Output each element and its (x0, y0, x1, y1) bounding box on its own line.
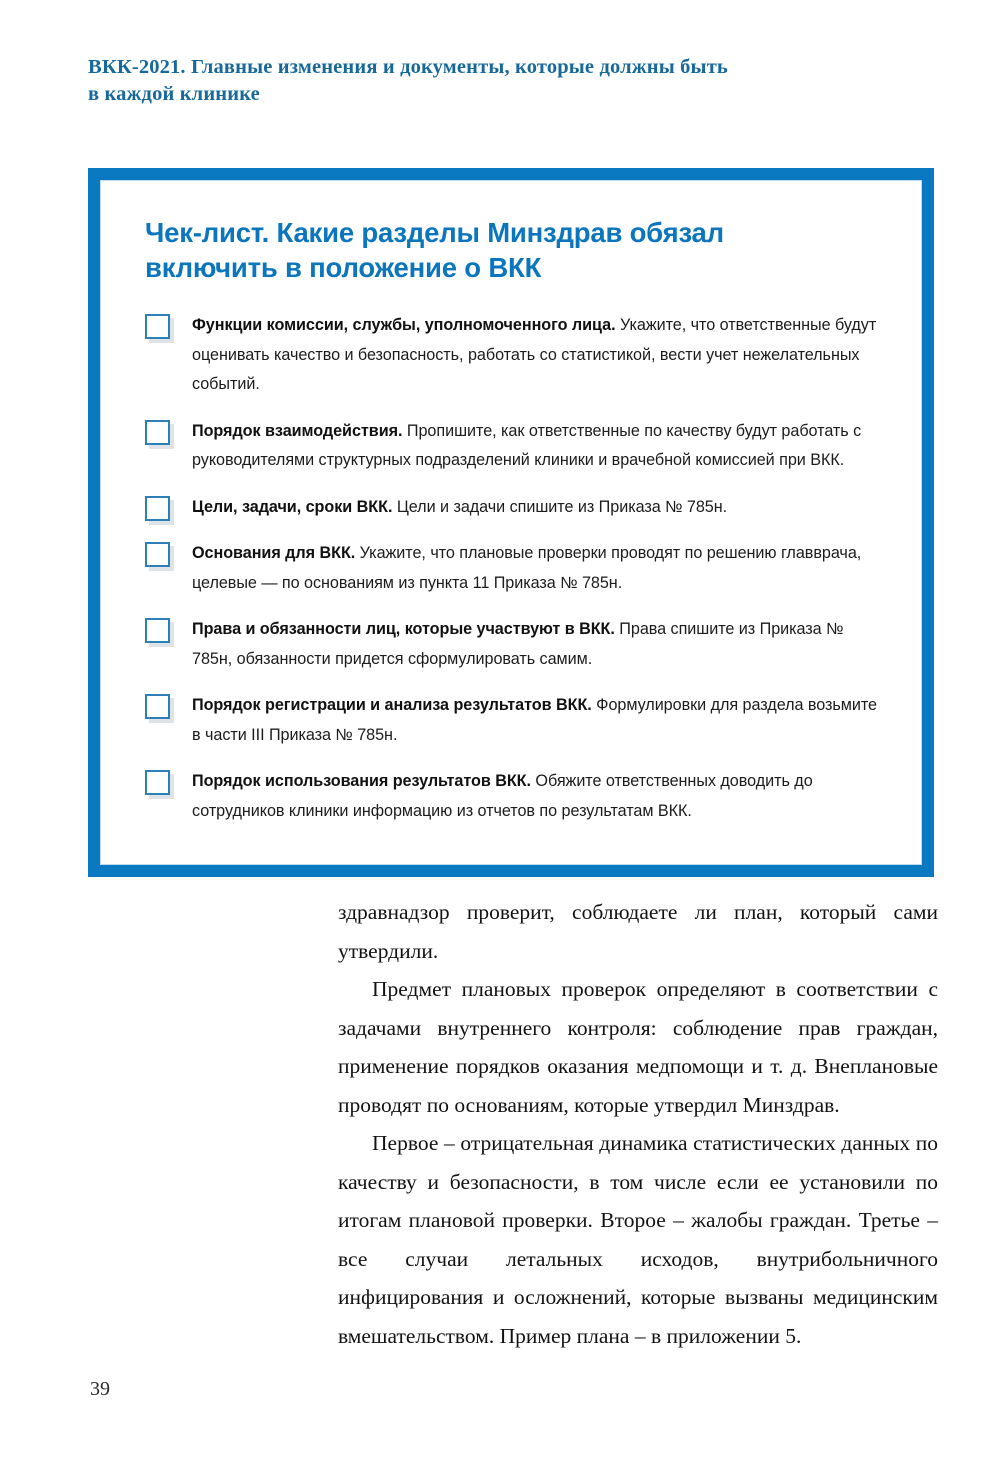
checkbox-unchecked-icon[interactable] (145, 314, 170, 339)
checklist-item-label: Права и обязанности лиц, которые участвуют в ВКК. (192, 620, 615, 638)
checklist-item[interactable] (145, 767, 885, 826)
checklist-item-text (192, 493, 885, 523)
body-paragraph: Предмет плановых проверок определяют в соответствии с задачами внутреннего контроля: соблюдение прав граждан, применение порядков оказания медпомощи и т. д. Внеплановые проводят по основаниям, которые утвердил Минздрав. (338, 977, 938, 1117)
checklist-item-label: Порядок взаимодействия. (192, 421, 403, 440)
checklist-item-text (192, 311, 885, 400)
checkbox-unchecked-icon[interactable] (145, 694, 170, 719)
checklist-item[interactable] (145, 539, 885, 598)
checklist-item-label: Основания для ВКК. (192, 544, 356, 562)
checklist-item-label: Цели, задачи, сроки ВКК. (192, 497, 393, 516)
checkbox-unchecked-icon[interactable] (145, 618, 170, 643)
checklist-title-line-1: Чек-лист. Какие разделы Минздрав обязал (145, 217, 724, 248)
checkbox-unchecked-icon[interactable] (145, 420, 170, 445)
checklist-item-description: Укажите, что ответственные будут оценивать качество и безопасность, работать со статистикой, вести учет нежелательных событий. (192, 316, 877, 393)
checklist-item-label: Порядок регистрации и анализа результатов ВКК. (192, 696, 592, 714)
checklist-title (145, 215, 885, 285)
checklist-item-text (192, 767, 885, 826)
checklist-item[interactable] (145, 311, 885, 400)
checklist-item-description: Формулировки для раздела возьмите в части III Приказа № 785н. (192, 696, 878, 744)
checklist-item[interactable] (145, 417, 885, 476)
checkbox-unchecked-icon[interactable] (145, 770, 170, 795)
running-header (88, 54, 918, 108)
checkbox-unchecked-icon[interactable] (145, 542, 170, 567)
checklist-item-description: Укажите, что плановые проверки проводят по решению главврача, целевые — по основаниям из пункта 11 Приказа № 785н. (192, 544, 862, 592)
body-paragraph: здравнадзор проверит, соблюдаете ли план, который сами утвердили. (338, 900, 938, 963)
checklist-item[interactable] (145, 691, 885, 750)
checklist-callout-box (88, 168, 934, 877)
checklist-item-description: Права спишите из Приказа № 785н, обязанности придется сформулировать самим. (192, 620, 844, 668)
checklist-item-text (192, 615, 885, 674)
checklist-items-list (145, 311, 885, 826)
checklist-item-description: Пропишите, как ответственные по качеству будут работать с руководителями структурных подразделений клиники и врачебной комиссией при ВКК. (192, 421, 862, 469)
checklist-item-text (192, 539, 885, 598)
checklist-item-label: Порядок использования результатов ВКК. (192, 772, 531, 790)
checklist-inner-panel (100, 180, 922, 865)
checklist-item[interactable] (145, 615, 885, 674)
body-text-column (338, 893, 938, 1355)
checklist-item-text (192, 691, 885, 750)
running-header-line-2: в каждой клинике (88, 83, 260, 105)
body-paragraph: Первое – отрицательная динамика статистических данных по качеству и безопасности, в том числе если ее установили по итогам плановой проверки. Второе – жалобы граждан. Третье – все случаи летальных исходов, внутрибольничного инфицирования и осложнений, которые вызваны медицинским вмешательством. Пример плана – в приложении 5. (338, 1131, 938, 1348)
checklist-item-description: Обяжите ответственных доводить до сотрудников клиники информацию из отчетов по результатам ВКК. (192, 772, 813, 820)
checklist-item-text (192, 417, 885, 476)
running-header-line-1: ВКК-2021. Главные изменения и документы, которые должны быть (88, 56, 728, 78)
checklist-item-label: Функции комиссии, службы, уполномоченного лица. (192, 316, 616, 334)
page-number: 39 (90, 1378, 110, 1400)
checklist-item-description: Цели и задачи спишите из Приказа № 785н. (392, 497, 728, 516)
checklist-title-line-2: включить в положение о ВКК (145, 252, 542, 283)
checkbox-unchecked-icon[interactable] (145, 496, 170, 521)
checklist-item[interactable] (145, 493, 885, 523)
